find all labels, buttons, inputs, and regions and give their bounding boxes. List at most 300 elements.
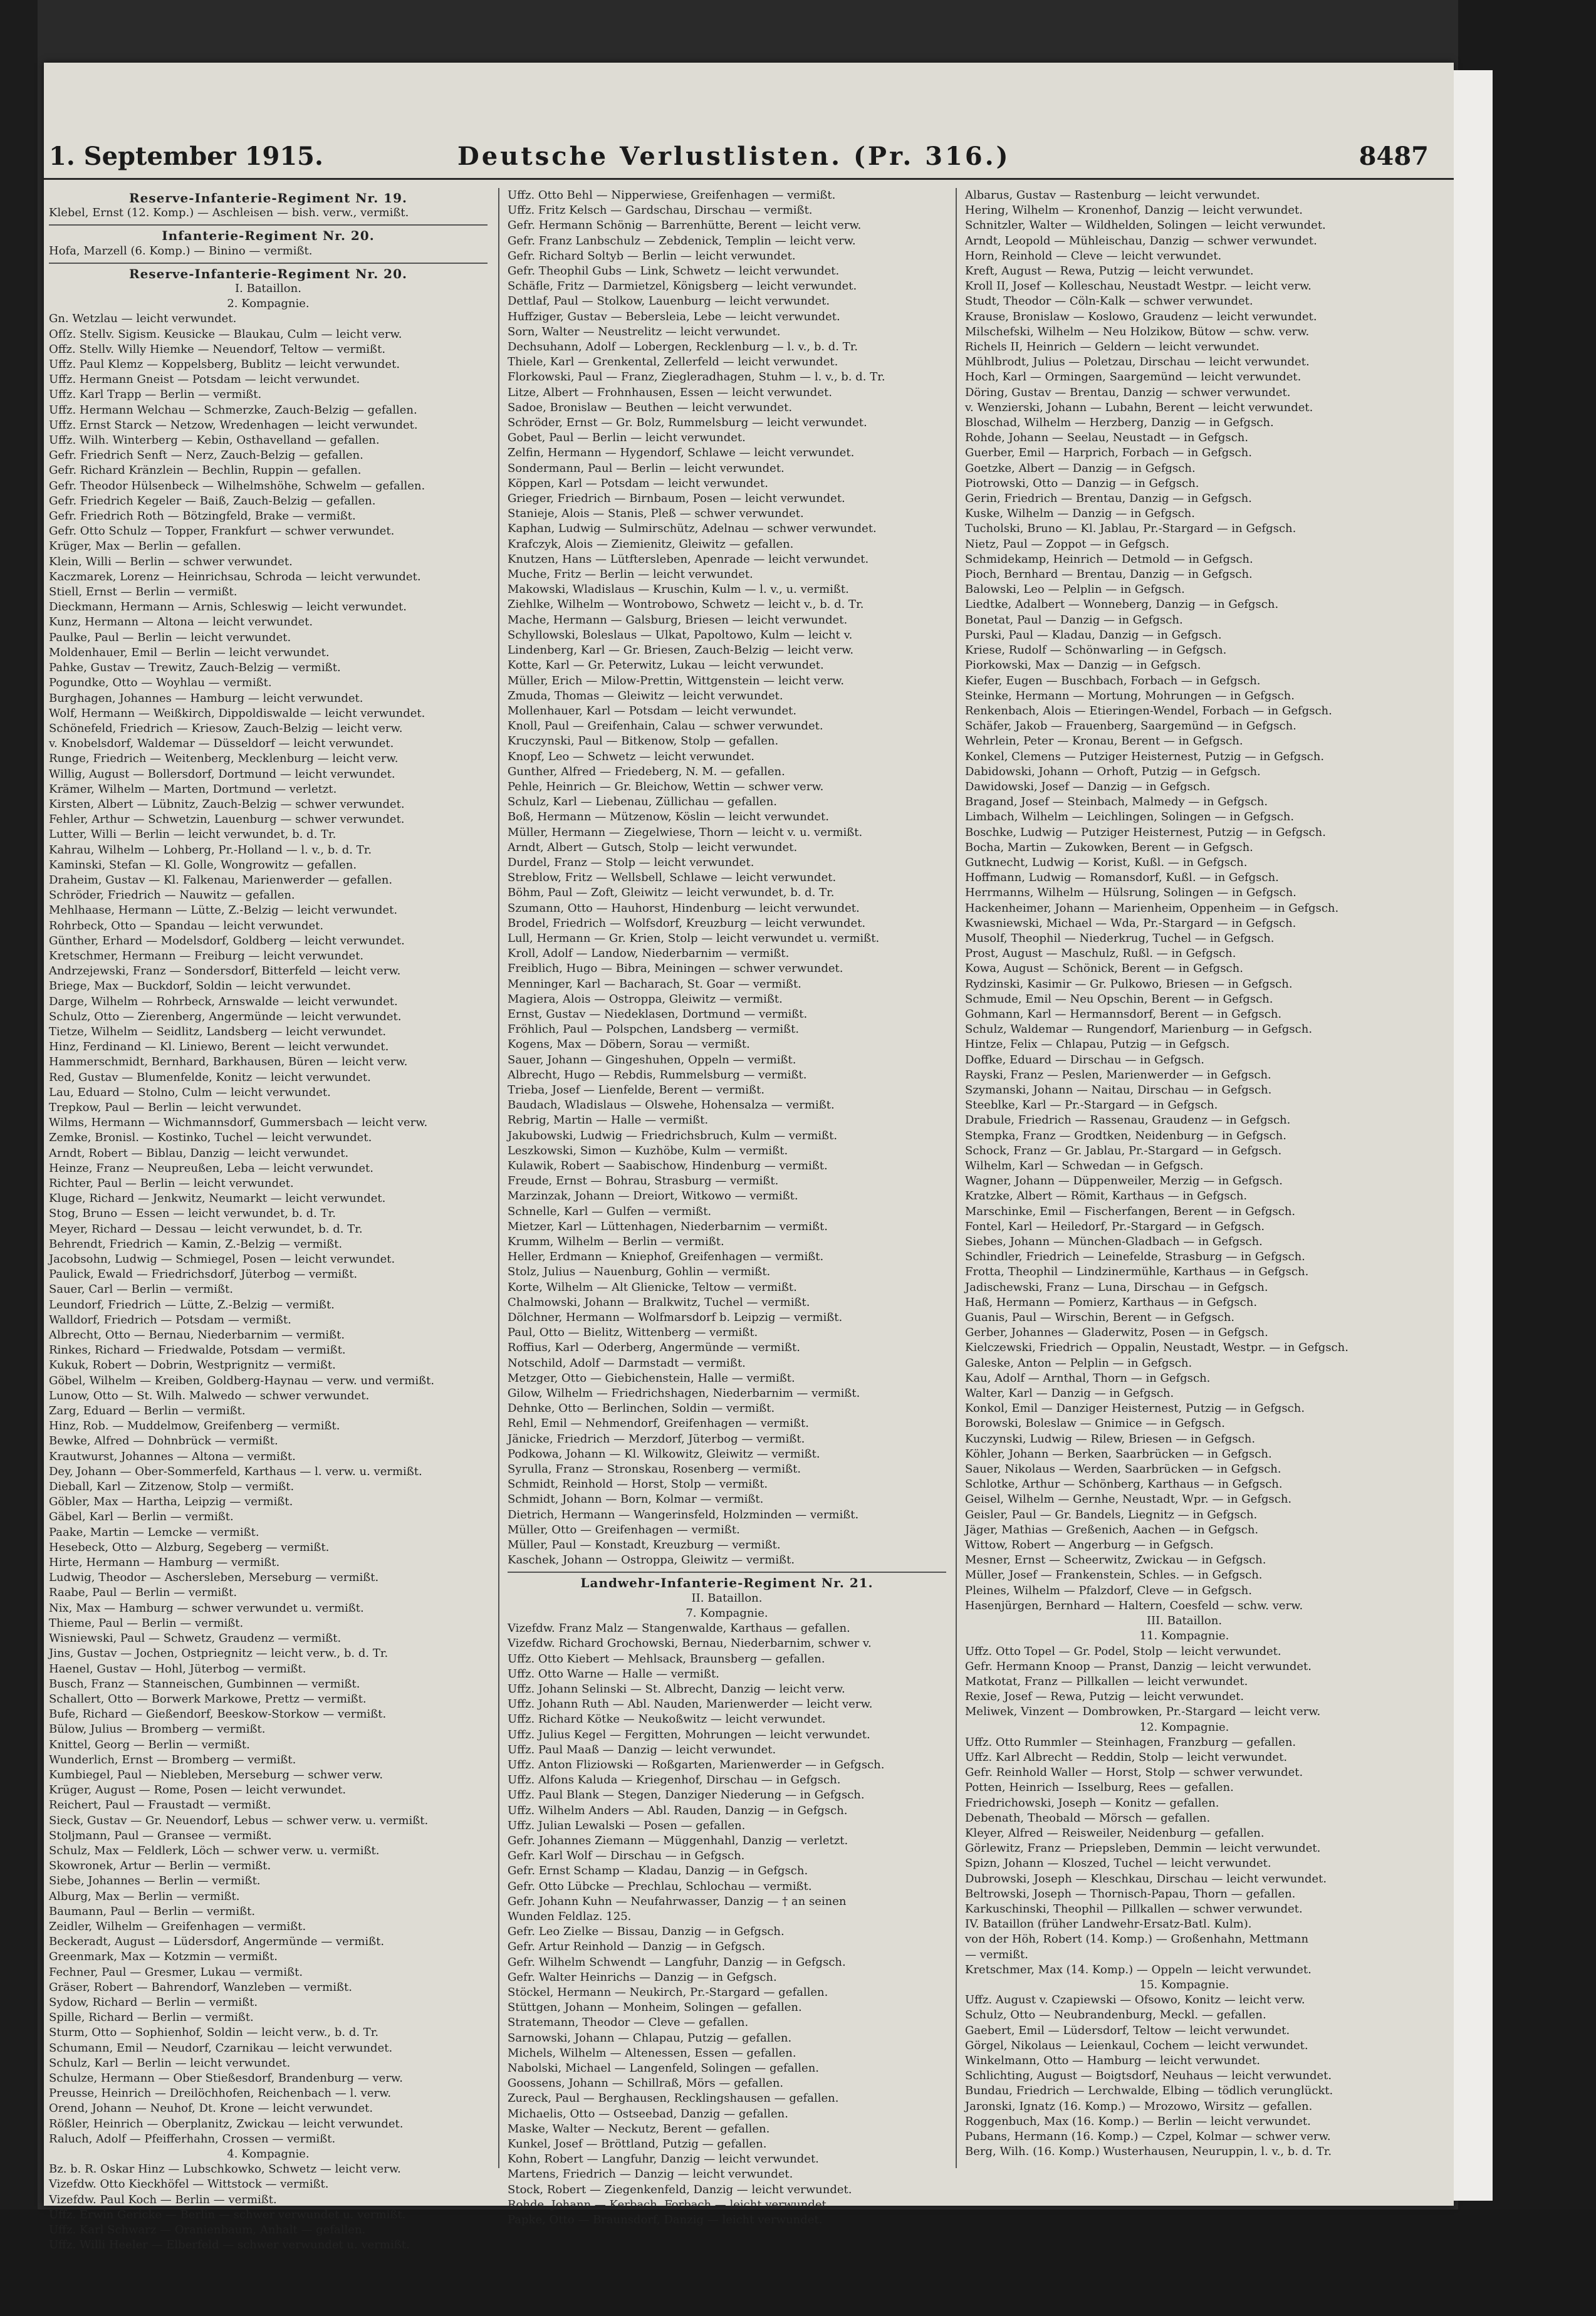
casualty-entry: Geisel, Wilhelm — Gernhe, Neustadt, Wpr. — in Gefgsch. xyxy=(965,1493,1292,1506)
casualty-entry: Liedtke, Adalbert — Wonneberg, Danzig — in Gefgsch. xyxy=(965,598,1279,612)
casualty-entry: Kotte, Karl — Gr. Peterwitz, Lukau — leicht verwundet. xyxy=(508,659,824,672)
casualty-entry: — vermißt. xyxy=(965,1948,1028,1961)
casualty-entry: Hofa, Marzell (6. Komp.) — Binino — vermißt. xyxy=(49,244,313,258)
casualty-entry: Uffz. Richard Kötke — Neukoßwitz — leicht verwundet. xyxy=(508,1713,826,1726)
casualty-entry: Bonetat, Paul — Danzig — in Gefgsch. xyxy=(965,613,1183,627)
casualty-entry: Willig, August — Bollersdorf, Dortmund — leicht verwundet. xyxy=(49,767,395,781)
casualty-entry: Fröhlich, Paul — Polspchen, Landsberg — vermißt. xyxy=(508,1023,800,1036)
casualty-entry: Sieck, Gustav — Gr. Neuendorf, Lebus — schwer verw. u. vermißt. xyxy=(49,1813,429,1827)
casualty-entry: Uffz. August v. Czapiewski — Ofsowo, Konitz — leicht verw. xyxy=(965,1993,1305,2007)
casualty-entry: Gn. Wetzlau — leicht verwundet. xyxy=(49,312,237,326)
casualty-entry: Florkowski, Paul — Franz, Ziegleradhagen, Stuhm — l. v., b. d. Tr. xyxy=(508,370,885,384)
casualty-entry: Maske, Walter — Neckutz, Berent — gefallen. xyxy=(508,2122,770,2136)
casualty-entry: Knittel, Georg — Berlin — vermißt. xyxy=(49,1738,250,1751)
casualty-entry: Makowski, Wladislaus — Kruschin, Kulm — l. v., u. vermißt. xyxy=(508,583,849,597)
casualty-entry: Schulz, Karl — Liebenau, Züllichau — gefallen. xyxy=(508,795,778,809)
casualty-entry: Nabolski, Michael — Langenfeld, Solingen — gefallen. xyxy=(508,2061,820,2075)
casualty-entry: Kuczynski, Ludwig — Rilew, Briesen — in Gefgsch. xyxy=(965,1432,1256,1446)
binding-strip xyxy=(1454,70,1493,2201)
casualty-entry: Gohmann, Karl — Hermannsdorf, Berent — in Gefgsch. xyxy=(965,1007,1282,1021)
casualty-entry: v. Wenzierski, Johann — Lubahn, Berent — leicht verwundet. xyxy=(965,400,1313,414)
casualty-entry: Friedrichowski, Joseph — Konitz — gefallen. xyxy=(965,1796,1219,1810)
casualty-entry: Syrulla, Franz — Stronskau, Rosenberg — vermißt. xyxy=(508,1463,801,1476)
casualty-entry: Red, Gustav — Blumenfelde, Konitz — leicht verwundet. xyxy=(49,1070,371,1084)
publication-title: Deutsche Verlustlisten. (Pr. 316.) xyxy=(457,142,1011,171)
casualty-entry: Uffz. Otto Behl — Nipperwiese, Greifenhagen — vermißt. xyxy=(508,189,836,202)
casualty-entry: Siebes, Johann — München-Gladbach — in Gefgsch. xyxy=(965,1235,1263,1249)
casualty-entry: Skowronek, Artur — Berlin — vermißt. xyxy=(49,1859,271,1873)
casualty-entry: Hinz, Ferdinand — Kl. Liniewo, Berent — leicht verwundet. xyxy=(49,1040,389,1054)
casualty-entry: Horn, Reinhold — Cleve — leicht verwundet. xyxy=(965,249,1222,263)
casualty-entry: Kau, Adolf — Arnthal, Thorn — in Gefgsch. xyxy=(965,1371,1211,1385)
casualty-entry: Paulick, Ewald — Friedrichsdorf, Jüterbog — vermißt. xyxy=(49,1268,358,1281)
casualty-entry: Jadischewski, Franz — Luna, Dirschau — in Gefgsch. xyxy=(965,1280,1268,1294)
casualty-entry: Albrecht, Otto — Bernau, Niederbarnim — vermißt. xyxy=(49,1328,345,1342)
casualty-entry: Goossens, Johann — Schillraß, Mörs — gefallen. xyxy=(508,2077,784,2090)
casualty-entry: Podkowa, Johann — Kl. Wilkowitz, Gleiwitz — vermißt. xyxy=(508,1447,820,1461)
casualty-entry: Tucholski, Bruno — Kl. Jablau, Pr.-Stargard — in Gefgsch. xyxy=(965,522,1296,536)
casualty-entry: Martens, Friedrich — Danzig — leicht verwundet. xyxy=(508,2167,793,2181)
casualty-entry: Drabule, Friedrich — Rassenau, Graudenz — in Gefgsch. xyxy=(965,1114,1291,1127)
column-divider xyxy=(956,188,957,2168)
casualty-entry: Andrzejewski, Franz — Sondersdorf, Bitterfeld — leicht verw. xyxy=(49,964,401,978)
casualty-entry: Rohde, Johann — Kerbach, Forbach — leicht verwundet. xyxy=(508,2198,830,2211)
casualty-entry: Wunderlich, Ernst — Bromberg — vermißt. xyxy=(49,1753,296,1766)
casualty-entry: Schmude, Emil — Neu Opschin, Berent — in Gefgsch. xyxy=(965,992,1273,1006)
casualty-entry: Bz. b. R. Oskar Hinz — Lubschkowko, Schwetz — leicht verw. xyxy=(49,2162,401,2176)
casualty-entry: Baumann, Paul — Berlin — vermißt. xyxy=(49,1904,256,1918)
casualty-entry: Göbler, Max — Hartha, Leipzig — vermißt. xyxy=(49,1495,293,1509)
casualty-entry: Chalmowski, Johann — Bralkwitz, Tuchel — vermißt. xyxy=(508,1295,810,1309)
casualty-entry: Schindler, Friedrich — Leinefelde, Strasburg — in Gefgsch. xyxy=(965,1250,1305,1264)
casualty-entry: Zureck, Paul — Berghausen, Recklingshausen — gefallen. xyxy=(508,2092,839,2105)
casualty-entry: Krafczyk, Alois — Ziemienitz, Gleiwitz — gefallen. xyxy=(508,537,794,551)
casualty-entry: Bocha, Martin — Zukowken, Berent — in Gefgsch. xyxy=(965,840,1253,854)
casualty-entry: Thiele, Karl — Grenkental, Zellerfeld — leicht verwundet. xyxy=(508,355,838,369)
casualty-entry: Schyllowski, Boleslaus — Ulkat, Papoltowo, Kulm — leicht v. xyxy=(508,628,853,642)
casualty-entry: Mache, Hermann — Galsburg, Briesen — leicht verwundet. xyxy=(508,613,848,627)
casualty-entry: Frotta, Theophil — Lindzinermühle, Karthaus — in Gefgsch. xyxy=(965,1265,1309,1279)
casualty-entry: Albarus, Gustav — Rastenburg — leicht verwundet. xyxy=(965,189,1260,202)
casualty-entry: Krause, Bronislaw — Koslowo, Graudenz — leicht verwundet. xyxy=(965,310,1317,323)
casualty-entry: Borowski, Boleslaw — Gnimice — in Gefgsch. xyxy=(965,1417,1225,1431)
casualty-entry: Krüger, Max — Berlin — gefallen. xyxy=(49,540,241,553)
casualty-entry: Renkenbach, Alois — Etieringen-Wendel, Forbach — in Gefgsch. xyxy=(965,704,1332,717)
casualty-entry: Schmidt, Reinhold — Horst, Stolp — vermißt. xyxy=(508,1478,768,1491)
casualty-entry: Magiera, Alois — Ostroppa, Gleiwitz — vermißt. xyxy=(508,992,783,1006)
casualty-entry: Fontel, Karl — Heiledorf, Pr.-Stargard — in Gefgsch. xyxy=(965,1219,1265,1233)
casualty-entry: Kretschmer, Max (14. Komp.) — Oppeln — leicht verwundet. xyxy=(965,1963,1312,1976)
casualty-entry: Prost, August — Maschulz, Rußl. — in Gefgsch. xyxy=(965,947,1236,961)
casualty-entry: Ernst, Gustav — Niedeklasen, Dortmund — vermißt. xyxy=(508,1007,808,1021)
casualty-entry: Grieger, Friedrich — Birnbaum, Posen — leicht verwundet. xyxy=(508,492,845,506)
casualty-entry: Uffz. Anton Fliziowski — Roßgarten, Marienwerder — in Gefgsch. xyxy=(508,1758,885,1771)
casualty-entry: Schumann, Emil — Neudorf, Czarnikau — leicht verwundet. xyxy=(49,2041,393,2055)
casualty-entry: Brodel, Friedrich — Wolfsdorf, Kreuzburg — leicht verwundet. xyxy=(508,916,866,930)
casualty-entry: Richter, Paul — Berlin — leicht verwundet. xyxy=(49,1177,294,1190)
casualty-entry: Vizefdw. Franz Malz — Stangenwalde, Karthaus — gefallen. xyxy=(508,1622,850,1635)
casualty-entry: Müller, Otto — Greifenhagen — vermißt. xyxy=(508,1523,740,1536)
casualty-entry: Schönefeld, Friedrich — Kriesow, Zauch-Belzig — leicht verw. xyxy=(49,721,403,735)
casualty-entry: Mehlhaase, Hermann — Lütte, Z.-Belzig — leicht verwundet. xyxy=(49,904,398,917)
casualty-entry: Hirte, Hermann — Hamburg — vermißt. xyxy=(49,1556,280,1570)
casualty-entry: Heller, Erdmann — Kniephof, Greifenhagen — vermißt. xyxy=(508,1250,824,1264)
casualty-entry: Gefr. Friedrich Senft — Nerz, Zauch-Belzig — gefallen. xyxy=(49,449,363,462)
casualty-entry: Krautwurst, Johannes — Altona — vermißt. xyxy=(49,1449,296,1463)
casualty-entry: Papke, Otto — Braunsdorf, Danzig — leicht verwundet. xyxy=(508,2213,823,2227)
casualty-entry: Schäfer, Jakob — Frauenberg, Saargemünd — in Gefgsch. xyxy=(965,719,1296,733)
casualty-entry: Kroll II, Josef — Kolleschau, Neustadt Westpr. — leicht verw. xyxy=(965,279,1312,293)
casualty-entry: Dehnke, Otto — Berlinchen, Soldin — vermißt. xyxy=(508,1402,775,1416)
casualty-entry: Trepkow, Paul — Berlin — leicht verwundet. xyxy=(49,1100,302,1114)
casualty-entry: Studt, Theodor — Cöln-Kalk — schwer verwundet. xyxy=(965,295,1253,308)
header-rule xyxy=(44,178,1454,180)
casualty-entry: Vizefdw. Otto Kieckhöfel — Wittstock — vermißt. xyxy=(49,2178,329,2191)
casualty-entry: Spizn, Johann — Kloszed, Tuchel — leicht verwundet. xyxy=(965,1857,1271,1870)
column-3 xyxy=(965,188,1404,2193)
casualty-entry: Nix, Max — Hamburg — schwer verwundet u. vermißt. xyxy=(49,1601,364,1615)
casualty-entry: Uffz. Ernst Starck — Netzow, Wredenhagen — leicht verwundet. xyxy=(49,418,418,432)
casualty-entry: Freiblich, Hugo — Bibra, Meiningen — schwer verwundet. xyxy=(508,962,843,976)
scan-background-left xyxy=(0,0,38,2316)
casualty-entry: Gefr. Friedrich Roth — Bötzingfeld, Brake — vermißt. xyxy=(49,509,356,523)
regiment-heading: Reserve-Infanterie-Regiment Nr. 19. xyxy=(129,190,407,206)
casualty-entry: Jänicke, Friedrich — Merzdorf, Jüterbog — vermißt. xyxy=(508,1432,805,1446)
casualty-entry: Purski, Paul — Kladau, Danzig — in Gefgsch. xyxy=(965,628,1222,642)
casualty-entry: Wilhelm, Karl — Schwedan — in Gefgsch. xyxy=(965,1159,1204,1172)
casualty-entry: Uffz. Karl Albrecht — Reddin, Stolp — leicht verwundet. xyxy=(965,1750,1288,1764)
casualty-entry: Huffziger, Gustav — Bebersleia, Lebe — leicht verwundet. xyxy=(508,310,840,323)
casualty-entry: Schulz, Otto — Zierenberg, Angermünde — leicht verwundet. xyxy=(49,1009,402,1023)
casualty-entry: Limbach, Wilhelm — Leichlingen, Solingen — in Gefgsch. xyxy=(965,810,1295,824)
casualty-entry: Wilms, Hermann — Wichmannsdorf, Gummersbach — leicht verw. xyxy=(49,1116,428,1130)
casualty-entry: Fehler, Arthur — Schwetzin, Lauenburg — schwer verwundet. xyxy=(49,813,405,827)
casualty-entry: Korte, Wilhelm — Alt Glienicke, Teltow — vermißt. xyxy=(508,1280,797,1294)
casualty-entry: Kretschmer, Hermann — Freiburg — leicht verwundet. xyxy=(49,949,364,962)
casualty-entry: Uffz. Hermann Gneist — Potsdam — leicht verwundet. xyxy=(49,373,360,387)
casualty-entry: Jakubowski, Ludwig — Friedrichsbruch, Kulm — vermißt. xyxy=(508,1129,838,1142)
casualty-entry: Potten, Heinrich — Isselburg, Rees — gefallen. xyxy=(965,1781,1234,1795)
casualty-entry: Schmidt, Johann — Born, Kolmar — vermißt. xyxy=(508,1493,764,1506)
casualty-entry: Rexie, Josef — Rewa, Putzig — leicht verwundet. xyxy=(965,1690,1244,1704)
casualty-entry: Darge, Wilhelm — Rohrbeck, Arnswalde — leicht verwundet. xyxy=(49,994,398,1008)
casualty-entry: Konkel, Clemens — Putziger Heisternest, Putzig — in Gefgsch. xyxy=(965,749,1325,763)
casualty-entry: Schlotke, Arthur — Schönberg, Karthaus — in Gefgsch. xyxy=(965,1478,1283,1491)
casualty-entry: Köppen, Karl — Potsdam — leicht verwundet. xyxy=(508,476,768,490)
casualty-entry: Dechsuhann, Adolf — Lobergen, Recklenburg — l. v., b. d. Tr. xyxy=(508,340,858,354)
casualty-entry: Pogundke, Otto — Woyhlau — vermißt. xyxy=(49,676,272,690)
casualty-entry: Mietzer, Karl — Lüttenhagen, Niederbarnim — vermißt. xyxy=(508,1219,828,1233)
casualty-entry: Winkelmann, Otto — Hamburg — leicht verwundet. xyxy=(965,2053,1260,2067)
casualty-entry: Görlewitz, Franz — Priepsleben, Demmin — leicht verwundet. xyxy=(965,1842,1321,1855)
unit-subheading: II. Bataillon. xyxy=(691,1591,763,1605)
casualty-entry: Kaczmarek, Lorenz — Heinrichsau, Schroda — leicht verwundet. xyxy=(49,570,421,583)
casualty-entry: Rydzinski, Kasimir — Gr. Pulkowo, Briesen — in Gefgsch. xyxy=(965,977,1293,991)
casualty-entry: Kukuk, Robert — Dobrin, Westprignitz — vermißt. xyxy=(49,1359,336,1372)
casualty-entry: Zelfin, Hermann — Hygendorf, Schlawe — leicht verwundet. xyxy=(508,446,855,460)
casualty-entry: Preusse, Heinrich — Dreilöchhofen, Reichenbach — l. verw. xyxy=(49,2087,392,2100)
casualty-entry: Baudach, Wladislaus — Olswehe, Hohensalza — vermißt. xyxy=(508,1098,835,1112)
casualty-entry: IV. Bataillon (früher Landwehr-Ersatz-Batl. Kulm). xyxy=(965,1917,1252,1931)
casualty-entry: Gunther, Alfred — Friedeberg, N. M. — gefallen. xyxy=(508,764,785,778)
casualty-entry: Kriese, Rudolf — Schönwarling — in Gefgsch. xyxy=(965,644,1227,657)
casualty-entry: Knopf, Leo — Schwetz — leicht verwundet. xyxy=(508,749,754,763)
casualty-entry: Piotrowski, Otto — Danzig — in Gefgsch. xyxy=(965,476,1199,490)
casualty-entry: Kumbiegel, Paul — Niebleben, Merseburg — schwer verw. xyxy=(49,1768,383,1781)
casualty-entry: Knoll, Paul — Greifenhain, Calau — schwer verwundet. xyxy=(508,719,823,733)
casualty-entry: Szymanski, Johann — Naitau, Dirschau — in Gefgsch. xyxy=(965,1083,1272,1097)
casualty-entry: Thieme, Paul — Berlin — vermißt. xyxy=(49,1616,244,1630)
casualty-entry: Schulz, Karl — Berlin — leicht verwundet. xyxy=(49,2056,291,2070)
casualty-entry: Gefr. Theodor Hülsenbeck — Wilhelmshöhe, Schwelm — gefallen. xyxy=(49,479,425,493)
casualty-entry: Uffz. Wilhelm Anders — Abl. Rauden, Danzig — in Gefgsch. xyxy=(508,1803,848,1817)
casualty-entry: Hoffmann, Ludwig — Romansdorf, Kußl. — in Gefgsch. xyxy=(965,871,1279,885)
casualty-entry: Kaphan, Ludwig — Sulmirschütz, Adelnau — schwer verwundet. xyxy=(508,522,877,536)
casualty-entry: Zemke, Bronisl. — Kostinko, Tuchel — leicht verwundet. xyxy=(49,1131,372,1145)
casualty-entry: Sadoe, Bronislaw — Beuthen — leicht verwundet. xyxy=(508,400,793,414)
casualty-entry: Roffius, Karl — Oderberg, Angermünde — vermißt. xyxy=(508,1341,800,1355)
casualty-entry: Uffz. Paul Maaß — Danzig — leicht verwundet. xyxy=(508,1743,776,1756)
unit-subheading: I. Bataillon. xyxy=(235,282,301,296)
casualty-entry: Busch, Franz — Stanneischen, Gumbinnen — vermißt. xyxy=(49,1677,360,1691)
casualty-entry: Dieball, Karl — Zitzenow, Stolp — vermißt. xyxy=(49,1480,295,1494)
casualty-entry: Wunden Feldlaz. 125. xyxy=(508,1909,632,1923)
casualty-entry: Draheim, Gustav — Kl. Falkenau, Marienwerder — gefallen. xyxy=(49,873,393,887)
casualty-entry: Gefr. Reinhold Waller — Horst, Stolp — schwer verwundet. xyxy=(965,1766,1303,1780)
casualty-entry: Klein, Willi — Berlin — schwer verwundet. xyxy=(49,555,293,568)
casualty-entry: Gefr. Ernst Schamp — Kladau, Danzig — in Gefgsch. xyxy=(508,1864,808,1878)
casualty-entry: Stöckel, Hermann — Neukirch, Pr.-Stargard — gefallen. xyxy=(508,1985,828,1999)
casualty-entry: Gefr. Artur Reinhold — Danzig — in Gefgsch. xyxy=(508,1940,766,1954)
casualty-entry: Freude, Ernst — Bohrau, Strasburg — vermißt. xyxy=(508,1174,779,1188)
casualty-entry: Uffz. Otto Warne — Halle — vermißt. xyxy=(508,1667,719,1681)
casualty-entry: Behrendt, Friedrich — Kamin, Z.-Belzig — vermißt. xyxy=(49,1237,343,1251)
casualty-entry: Beckeradt, August — Lüdersdorf, Angermünde — vermißt. xyxy=(49,1935,385,1949)
casualty-entry: Trieba, Josef — Lienfelde, Berent — vermißt. xyxy=(508,1083,765,1097)
casualty-entry: Metzger, Otto — Giebichenstein, Halle — vermißt. xyxy=(508,1371,795,1385)
casualty-entry: Schäfle, Fritz — Darmietzel, Königsberg — leicht verwundet. xyxy=(508,279,857,293)
casualty-entry: Litze, Albert — Frohnhausen, Essen — leicht verwundet. xyxy=(508,385,832,399)
casualty-entry: Krumm, Wilhelm — Berlin — vermißt. xyxy=(508,1235,724,1249)
casualty-entry: Kielczewski, Friedrich — Oppalin, Neustadt, Westpr. — in Gefgsch. xyxy=(965,1341,1348,1355)
casualty-entry: Uffz. Julius Kegel — Fergitten, Mohrungen — leicht verwundet. xyxy=(508,1728,870,1741)
casualty-entry: Gefr. Richard Soltyb — Berlin — leicht verwundet. xyxy=(508,249,796,263)
casualty-entry: Dettlaf, Paul — Stolkow, Lauenburg — leicht verwundet. xyxy=(508,295,830,308)
casualty-entry: Schnelle, Karl — Gulfen — vermißt. xyxy=(508,1204,712,1218)
casualty-entry: Dieckmann, Hermann — Arnis, Schleswig — leicht verwundet. xyxy=(49,600,407,614)
unit-subheading: 2. Kompagnie. xyxy=(227,297,310,311)
section-rule xyxy=(49,224,488,226)
casualty-entry: Sauer, Nikolaus — Werden, Saarbrücken — in Gefgsch. xyxy=(965,1463,1281,1476)
casualty-entry: Jäger, Mathias — Greßenich, Aachen — in Gefgsch. xyxy=(965,1523,1259,1536)
casualty-entry: Heinze, Franz — Neupreußen, Leba — leicht verwundet. xyxy=(49,1161,373,1175)
casualty-entry: v. Knobelsdorf, Waldemar — Düsseldorf — leicht verwundet. xyxy=(49,737,394,751)
casualty-entry: Rayski, Franz — Peslen, Marienwerder — in Gefgsch. xyxy=(965,1068,1271,1082)
casualty-entry: Gerin, Friedrich — Brentau, Danzig — in Gefgsch. xyxy=(965,492,1252,506)
casualty-entry: Kruczynski, Paul — Bitkenow, Stolp — gefallen. xyxy=(508,734,779,748)
casualty-entry: Stratemann, Theodor — Cleve — gefallen. xyxy=(508,2016,749,2030)
casualty-entry: Dölchner, Hermann — Wolfmarsdorf b. Leipzig — vermißt. xyxy=(508,1311,843,1325)
casualty-entry: Pleines, Wilhelm — Pfalzdorf, Cleve — in Gefgsch. xyxy=(965,1583,1252,1597)
casualty-entry: Uffz. Karl Trapp — Berlin — vermißt. xyxy=(49,388,262,402)
casualty-entry: Szumann, Otto — Hauhorst, Hindenburg — leicht verwundet. xyxy=(508,901,860,915)
casualty-entry: Sauer, Johann — Gingeshuhen, Oppeln — vermißt. xyxy=(508,1053,796,1067)
casualty-entry: Bufe, Richard — Gießendorf, Beeskow-Storkow — vermißt. xyxy=(49,1708,387,1721)
casualty-entry: Michels, Wilhelm — Altenessen, Essen — gefallen. xyxy=(508,2046,796,2060)
casualty-entry: Gefr. Otto Lübcke — Prechlau, Schlochau — vermißt. xyxy=(508,1879,812,1893)
casualty-entry: Muche, Fritz — Berlin — leicht verwundet. xyxy=(508,568,753,582)
casualty-entry: Uffz. Wilh. Winterberg — Kebin, Osthavelland — gefallen. xyxy=(49,434,380,447)
casualty-entry: Kleyer, Alfred — Reisweiler, Neidenburg — gefallen. xyxy=(965,1826,1265,1840)
casualty-entry: Sondermann, Paul — Berlin — leicht verwundet. xyxy=(508,461,785,475)
casualty-entry: Pioch, Bernhard — Brentau, Danzig — in Gefgsch. xyxy=(965,568,1253,582)
casualty-entry: Kulawik, Robert — Saabischow, Hindenburg — vermißt. xyxy=(508,1159,828,1172)
casualty-entry: Rebrig, Martin — Halle — vermißt. xyxy=(508,1114,709,1127)
casualty-entry: Dey, Johann — Ober-Sommerfeld, Karthaus — l. verw. u. vermißt. xyxy=(49,1464,422,1478)
casualty-entry: Rinkes, Richard — Friedwalde, Potsdam — vermißt. xyxy=(49,1343,346,1357)
casualty-entry: Uffz. Johann Ruth — Abl. Nauden, Marienwerder — leicht verw. xyxy=(508,1698,873,1711)
casualty-entry: Lutter, Willi — Berlin — leicht verwundet, b. d. Tr. xyxy=(49,828,336,842)
casualty-entry: Schröder, Ernst — Gr. Bolz, Rummelsburg — leicht verwundet. xyxy=(508,416,867,430)
casualty-entry: Sarnowski, Johann — Chlapau, Putzig — gefallen. xyxy=(508,2031,792,2045)
casualty-entry: Nietz, Paul — Zoppot — in Gefgsch. xyxy=(965,537,1169,551)
casualty-entry: Ludwig, Theodor — Aschersleben, Merseburg — vermißt. xyxy=(49,1571,379,1585)
casualty-entry: Gefr. Franz Lanbschulz — Zebdenick, Templin — leicht verw. xyxy=(508,234,856,248)
casualty-entry: Kaminski, Stefan — Kl. Golle, Wongrowitz — gefallen. xyxy=(49,858,357,872)
casualty-entry: Schröder, Friedrich — Nauwitz — gefallen. xyxy=(49,889,295,902)
casualty-entry: Kohn, Robert — Langfuhr, Danzig — leicht verwundet. xyxy=(508,2152,819,2166)
casualty-entry: Uffz. Otto Topel — Gr. Podel, Stolp — leicht verwundet. xyxy=(965,1644,1281,1658)
casualty-entry: Stock, Robert — Ziegenkenfeld, Danzig — leicht verwundet. xyxy=(508,2183,852,2196)
casualty-entry: Arndt, Leopold — Mühleischau, Danzig — schwer verwundet. xyxy=(965,234,1317,248)
casualty-entry: Döring, Gustav — Brentau, Danzig — schwer verwundet. xyxy=(965,385,1291,399)
casualty-entry: Tietze, Wilhelm — Seidlitz, Landsberg — leicht verwundet. xyxy=(49,1025,387,1038)
casualty-entry: Schnitzler, Walter — Wildhelden, Solingen — leicht verwundet. xyxy=(965,219,1326,232)
casualty-entry: Gefr. Richard Kränzlein — Bechlin, Ruppin — gefallen. xyxy=(49,464,362,477)
casualty-entry: Müller, Josef — Frankenstein, Schles. — in Gefgsch. xyxy=(965,1568,1263,1582)
casualty-entry: Kirsten, Albert — Lübnitz, Zauch-Belzig — schwer verwundet. xyxy=(49,797,405,811)
casualty-entry: Wittow, Robert — Angerburg — in Gefgsch. xyxy=(965,1538,1214,1552)
unit-subheading: 12. Kompagnie. xyxy=(1139,1720,1229,1734)
casualty-entry: Uffz. Otto Rummler — Steinhagen, Franzburg — gefallen. xyxy=(965,1735,1296,1749)
casualty-entry: Gräser, Robert — Bahrendorf, Wanzleben — vermißt. xyxy=(49,1980,352,1994)
casualty-entry: Gefr. Hermann Schönig — Barrenhütte, Berent — leicht verw. xyxy=(508,219,862,232)
unit-subheading: 4. Kompagnie. xyxy=(227,2147,310,2161)
casualty-entry: Gilow, Wilhelm — Friedrichshagen, Niederbarnim — vermißt. xyxy=(508,1387,860,1401)
casualty-entry: Milschefski, Wilhelm — Neu Holzikow, Bütow — schw. verw. xyxy=(965,325,1310,338)
casualty-entry: Krüger, August — Rome, Posen — leicht verwundet. xyxy=(49,1783,347,1797)
casualty-entry: von der Höh, Robert (14. Komp.) — Großenhahn, Mettmann xyxy=(965,1933,1309,1946)
issue-date: 1. September 1915. xyxy=(49,142,323,171)
casualty-entry: Leszkowski, Simon — Kuzhöbe, Kulm — vermißt. xyxy=(508,1144,788,1157)
casualty-entry: Zmuda, Thomas — Gleiwitz — leicht verwundet. xyxy=(508,689,783,702)
casualty-entry: Köhler, Johann — Berken, Saarbrücken — in Gefgsch. xyxy=(965,1447,1272,1461)
casualty-entry: Sauer, Carl — Berlin — vermißt. xyxy=(49,1283,233,1296)
casualty-entry: Kreft, August — Rewa, Putzig — leicht verwundet. xyxy=(965,264,1254,278)
casualty-entry: Gefr. Wilhelm Schwendt — Langfuhr, Danzig — in Gefgsch. xyxy=(508,1955,846,1969)
casualty-entry: Briege, Max — Buckdorf, Soldin — leicht verwundet. xyxy=(49,979,352,993)
casualty-entry: Schallert, Otto — Borwerk Markowe, Prettz — vermißt. xyxy=(49,1692,367,1706)
casualty-entry: Walter, Karl — Danzig — in Gefgsch. xyxy=(965,1387,1174,1401)
casualty-entry: Zarg, Eduard — Berlin — vermißt. xyxy=(49,1404,246,1418)
casualty-entry: Siebe, Johannes — Berlin — vermißt. xyxy=(49,1874,261,1888)
casualty-entry: Dietrich, Hermann — Wangerinsfeld, Holzminden — vermißt. xyxy=(508,1508,859,1521)
casualty-entry: Hoch, Karl — Ormingen, Saargemünd — leicht verwundet. xyxy=(965,370,1301,384)
casualty-entry: Marzinzak, Johann — Dreiort, Witkowo — vermißt. xyxy=(508,1189,798,1203)
unit-subheading: 11. Kompagnie. xyxy=(1139,1629,1229,1643)
casualty-entry: Reichert, Paul — Fraustadt — vermißt. xyxy=(49,1798,271,1812)
casualty-entry: Runge, Friedrich — Weitenberg, Mecklenburg — leicht verw. xyxy=(49,752,399,766)
casualty-entry: Leundorf, Friedrich — Lütte, Z.-Belzig — vermißt. xyxy=(49,1298,335,1312)
column-1 xyxy=(49,188,488,2252)
casualty-entry: Uffz. Alfons Kaluda — Kriegenhof, Dirschau — in Gefgsch. xyxy=(508,1773,841,1787)
casualty-entry: Goetzke, Albert — Danzig — in Gefgsch. xyxy=(965,461,1196,475)
casualty-entry: Uffz. Otto Kiebert — Mehlsack, Braunsberg — gefallen. xyxy=(508,1652,825,1666)
casualty-entry: Vizefdw. Paul Koch — Berlin — vermißt. xyxy=(49,2193,277,2206)
casualty-entry: Kwasniewski, Michael — Wda, Pr.-Stargard — in Gefgsch. xyxy=(965,916,1296,930)
casualty-entry: Görgel, Nikolaus — Leienkaul, Cochem — leicht verwundet. xyxy=(965,2038,1308,2052)
casualty-entry: Dawidowski, Josef — Danzig — in Gefgsch. xyxy=(965,780,1211,793)
casualty-entry: Rehl, Emil — Nehmendorf, Greifenhagen — vermißt. xyxy=(508,1417,809,1431)
casualty-entry: Mollenhauer, Karl — Potsdam — leicht verwundet. xyxy=(508,704,797,717)
casualty-entry: Lau, Eduard — Stolno, Culm — leicht verwundet. xyxy=(49,1085,331,1099)
section-rule xyxy=(49,263,488,264)
casualty-entry: Haß, Hermann — Pomierz, Karthaus — in Gefgsch. xyxy=(965,1295,1258,1309)
casualty-entry: Rößler, Heinrich — Oberplanitz, Zwickau — leicht verwundet. xyxy=(49,2117,404,2131)
casualty-entry: Matkotat, Franz — Pillkallen — leicht verwundet. xyxy=(965,1674,1248,1688)
casualty-entry: Schulz, Otto — Neubrandenburg, Meckl. — gefallen. xyxy=(965,2008,1266,2022)
casualty-entry: Rohrbeck, Otto — Spandau — leicht verwundet. xyxy=(49,919,324,932)
casualty-entry: Beltrowski, Joseph — Thornisch-Papau, Thorn — gefallen. xyxy=(965,1887,1296,1901)
casualty-entry: Bloschad, Wilhelm — Herzberg, Danzig — in Gefgsch. xyxy=(965,416,1274,430)
casualty-entry: Richels II, Heinrich — Geldern — leicht verwundet. xyxy=(965,340,1260,354)
casualty-entry: Offz. Stellv. Willy Hiemke — Neuendorf, Teltow — vermißt. xyxy=(49,342,386,356)
casualty-entry: Kuske, Wilhelm — Danzig — in Gefgsch. xyxy=(965,507,1195,521)
casualty-entry: Paulke, Paul — Berlin — leicht verwundet. xyxy=(49,630,291,644)
casualty-entry: Müller, Erich — Milow-Prettin, Wittgenstein — leicht verw. xyxy=(508,674,845,687)
casualty-entry: Burghagen, Johannes — Hamburg — leicht verwundet. xyxy=(49,691,363,705)
casualty-entry: Durdel, Franz — Stolp — leicht verwundet. xyxy=(508,855,754,869)
casualty-entry: Gaebert, Emil — Lüdersdorf, Teltow — leicht verwundet. xyxy=(965,2023,1290,2037)
casualty-entry: Kroll, Adolf — Landow, Niederbarnim — vermißt. xyxy=(508,947,790,961)
casualty-entry: Geisler, Paul — Gr. Bandels, Liegnitz — in Gefgsch. xyxy=(965,1508,1258,1521)
casualty-entry: Lindenberg, Karl — Gr. Briesen, Zauch-Belzig — leicht verw. xyxy=(508,644,854,657)
section-rule xyxy=(508,1572,946,1573)
casualty-entry: Mesner, Ernst — Scheerwitz, Zwickau — in Gefgsch. xyxy=(965,1553,1266,1567)
casualty-entry: Schlichting, August — Boigtsdorf, Neuhaus — leicht verwundet. xyxy=(965,2069,1332,2083)
casualty-entry: Gobet, Paul — Berlin — leicht verwundet. xyxy=(508,431,746,445)
casualty-entry: Albrecht, Hugo — Rebdis, Rummelsburg — vermißt. xyxy=(508,1068,807,1082)
casualty-entry: Uffz. Erwin Gericke — Berlin — schwer verwundet u. vermißt. xyxy=(49,2208,406,2221)
casualty-entry: Hering, Wilhelm — Kronenhof, Danzig — leicht verwundet. xyxy=(965,204,1303,217)
casualty-entry: Alburg, Max — Berlin — vermißt. xyxy=(49,1889,240,1903)
casualty-entry: Jaronski, Ignatz (16. Komp.) — Mrozowo, Wirsitz — gefallen. xyxy=(965,2099,1313,2113)
casualty-entry: Hammerschmidt, Bernhard, Barkhausen, Büren — leicht verw. xyxy=(49,1055,408,1069)
casualty-entry: Guanis, Paul — Wirschin, Berent — in Gefgsch. xyxy=(965,1311,1235,1325)
casualty-entry: Schulz, Max — Feldlerk, Löch — schwer verw. u. vermißt. xyxy=(49,1844,380,1857)
casualty-entry: Gefr. Johann Kuhn — Neufahrwasser, Danzig — † an seinen xyxy=(508,1894,847,1908)
unit-subheading: 7. Kompagnie. xyxy=(686,1606,768,1620)
casualty-entry: Gefr. Johannes Ziemann — Müggenhahl, Danzig — verletzt. xyxy=(508,1834,848,1847)
casualty-entry: Konkol, Emil — Danziger Heisternest, Putzig — in Gefgsch. xyxy=(965,1402,1305,1416)
casualty-entry: Spille, Richard — Berlin — vermißt. xyxy=(49,2011,254,2025)
casualty-entry: Wisniewski, Paul — Schwetz, Graudenz — vermißt. xyxy=(49,1632,342,1646)
casualty-entry: Meyer, Richard — Dessau — leicht verwundet, b. d. Tr. xyxy=(49,1222,363,1236)
column-divider xyxy=(498,188,499,2168)
casualty-entry: Kogens, Max — Döbern, Sorau — vermißt. xyxy=(508,1038,750,1051)
casualty-entry: Stanieje, Alois — Stanis, Pleß — schwer verwundet. xyxy=(508,507,804,521)
unit-subheading: III. Bataillon. xyxy=(1146,1614,1223,1628)
